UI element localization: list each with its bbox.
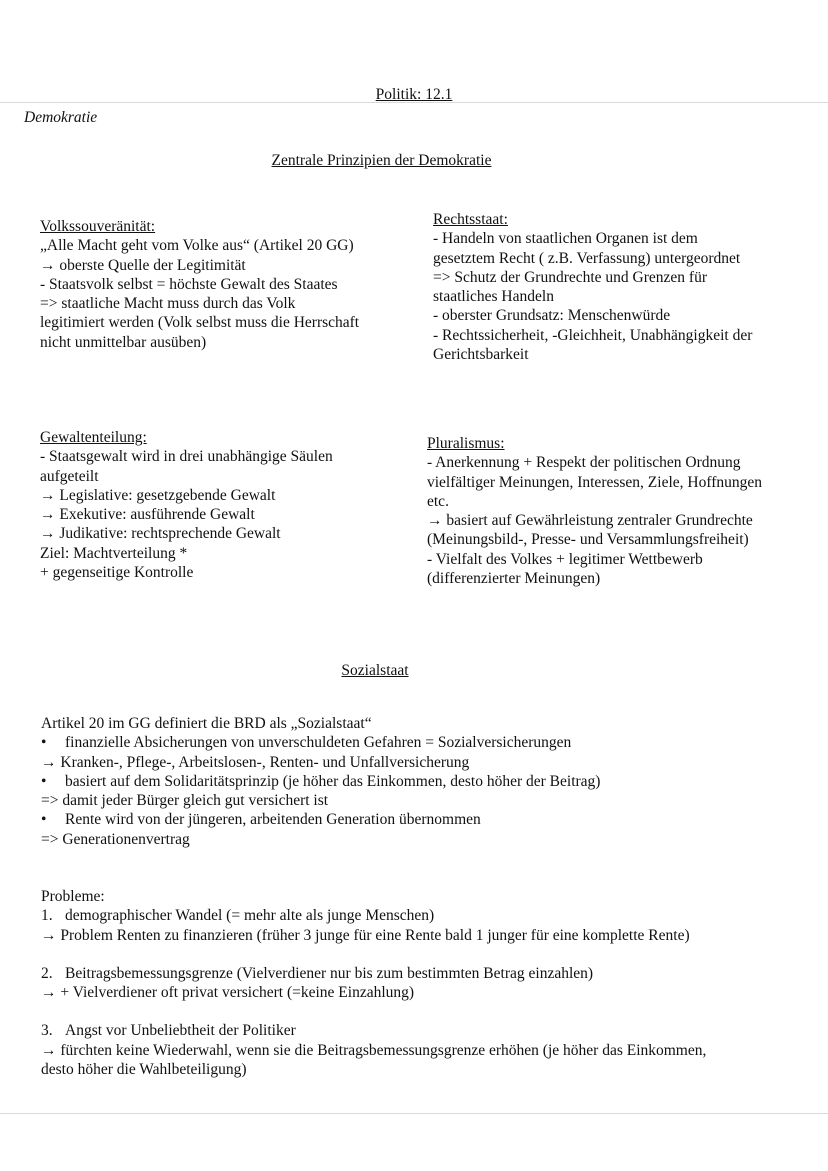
sozialstaat-intro: Artikel 20 im GG definiert die BRD als „Sozialstaat“ xyxy=(41,715,372,732)
rechtsstaat-line: gesetztem Recht ( z.B. Verfassung) untergeordnet xyxy=(433,249,741,267)
item-number: 2. xyxy=(41,964,53,982)
list-item-text: basiert auf dem Solidaritätsprinzip (je höher das Einkommen, desto höher der Beitrag) xyxy=(65,772,601,790)
rechtsstaat-line: - oberster Grundsatz: Menschenwürde xyxy=(433,307,671,325)
item-text: demographischer Wandel (= mehr alte als junge Menschen) xyxy=(65,907,435,925)
box-pluralismus xyxy=(427,434,762,588)
sozialstaat-body xyxy=(41,714,600,849)
numbered-item xyxy=(41,906,706,925)
rechtsstaat-title: Rechtsstaat: xyxy=(433,211,508,228)
item-text: Beitragsbemessungsgrenze (Vielverdiener nur bis zum bestimmten Betrag einzahlen) xyxy=(65,964,594,982)
item-text: Angst vor Unbeliebtheit der Politiker xyxy=(65,1022,296,1040)
list-item xyxy=(41,733,600,752)
bullet: • xyxy=(41,734,47,752)
volkssouveraenitaet-line: legitimiert werden (Volk selbst muss die Herrschaft xyxy=(40,314,360,332)
pluralismus-line: - Vielfalt des Volkes + legitimer Wettbewerb xyxy=(427,550,703,568)
footer-rule xyxy=(0,1113,828,1114)
page-title: Politik: 12.1 xyxy=(375,86,453,103)
pluralismus-line: - Anerkennung + Respekt der politischen Ordnung xyxy=(427,454,741,472)
bullet: • xyxy=(41,811,47,829)
item-number: 3. xyxy=(41,1022,53,1040)
item-detail: desto höher die Wahlbeteiligung) xyxy=(41,1061,247,1079)
rechtsstaat-line: => Schutz der Grundrechte und Grenzen für xyxy=(433,268,707,286)
pluralismus-title: Pluralismus: xyxy=(427,435,505,452)
item-detail: → fürchten keine Wiederwahl, wenn sie die Beitragsbemessungsgrenze erhöhen (je höher das Einkommen, xyxy=(41,1041,707,1059)
rechtsstaat-line: - Handeln von staatlichen Organen ist dem xyxy=(433,230,698,248)
gewaltenteilung-line: → Legislative: gesetzgebende Gewalt xyxy=(40,486,276,504)
sozialstaat-line: → Kranken-, Pflege-, Arbeitslosen-, Renten- und Unfallversicherung xyxy=(41,753,470,771)
gewaltenteilung-line: - Staatsgewalt wird in drei unabhängige Säulen xyxy=(40,448,333,466)
list-item-text: Rente wird von der jüngeren, arbeitenden Generation übernommen xyxy=(65,811,481,829)
gewaltenteilung-line: + gegenseitige Kontrolle xyxy=(40,564,194,582)
box-volkssouveraenitaet xyxy=(40,217,359,352)
volkssouveraenitaet-line: => staatliche Macht muss durch das Volk xyxy=(40,295,296,313)
section-heading-prinzipien: Zentrale Prinzipien der Demokratie xyxy=(271,152,492,169)
gewaltenteilung-line: → Exekutive: ausführende Gewalt xyxy=(40,506,255,524)
list-item xyxy=(41,810,600,829)
gewaltenteilung-line: Ziel: Machtverteilung * xyxy=(40,544,188,562)
volkssouveraenitaet-line: „Alle Macht geht vom Volke aus“ (Artikel 20 GG) xyxy=(40,237,354,255)
gewaltenteilung-title: Gewaltenteilung: xyxy=(40,429,147,446)
rechtsstaat-line: Gerichtsbarkeit xyxy=(433,346,529,364)
volkssouveraenitaet-title: Volkssouveränität: xyxy=(40,218,156,235)
numbered-item xyxy=(41,1021,706,1040)
subject-label: Demokratie xyxy=(24,109,98,126)
item-number: 1. xyxy=(41,907,53,925)
probleme-title: Probleme: xyxy=(41,888,105,905)
sozialstaat-line: => damit jeder Bürger gleich gut versichert ist xyxy=(41,792,329,810)
item-detail: → Problem Renten zu finanzieren (früher 3 junge für eine Rente bald 1 junger für eine komplette Rente) xyxy=(41,926,690,944)
gewaltenteilung-line: aufgeteilt xyxy=(40,467,99,485)
sozialstaat-line: => Generationenvertrag xyxy=(41,830,190,848)
section-heading-sozialstaat: Sozialstaat xyxy=(341,662,409,679)
item-detail: → + Vielverdiener oft privat versichert (=keine Einzahlung) xyxy=(41,984,415,1002)
probleme-block xyxy=(41,887,706,1079)
volkssouveraenitaet-line: → oberste Quelle der Legitimität xyxy=(40,256,246,274)
pluralismus-line: (Meinungsbild-, Presse- und Versammlungsfreiheit) xyxy=(427,531,749,549)
pluralismus-line: (differenzierter Meinungen) xyxy=(427,570,601,588)
box-rechtsstaat xyxy=(433,210,752,364)
rechtsstaat-line: - Rechtssicherheit, -Gleichheit, Unabhängigkeit der xyxy=(433,326,753,344)
pluralismus-line: → basiert auf Gewährleistung zentraler Grundrechte xyxy=(427,512,753,530)
pluralismus-line: vielfältiger Meinungen, Interessen, Ziele, Hoffnungen xyxy=(427,473,763,491)
volkssouveraenitaet-line: - Staatsvolk selbst = höchste Gewalt des Staates xyxy=(40,275,338,293)
bullet: • xyxy=(41,772,47,790)
volkssouveraenitaet-line: nicht unmittelbar ausüben) xyxy=(40,333,207,351)
box-gewaltenteilung xyxy=(40,428,333,582)
gewaltenteilung-line: → Judikative: rechtsprechende Gewalt xyxy=(40,525,281,543)
list-item-text: finanzielle Absicherungen von unverschuldeten Gefahren = Sozialversicherungen xyxy=(65,734,572,752)
rechtsstaat-line: staatliches Handeln xyxy=(433,288,554,306)
numbered-item xyxy=(41,964,706,983)
pluralismus-line: etc. xyxy=(427,492,449,510)
list-item xyxy=(41,772,600,791)
